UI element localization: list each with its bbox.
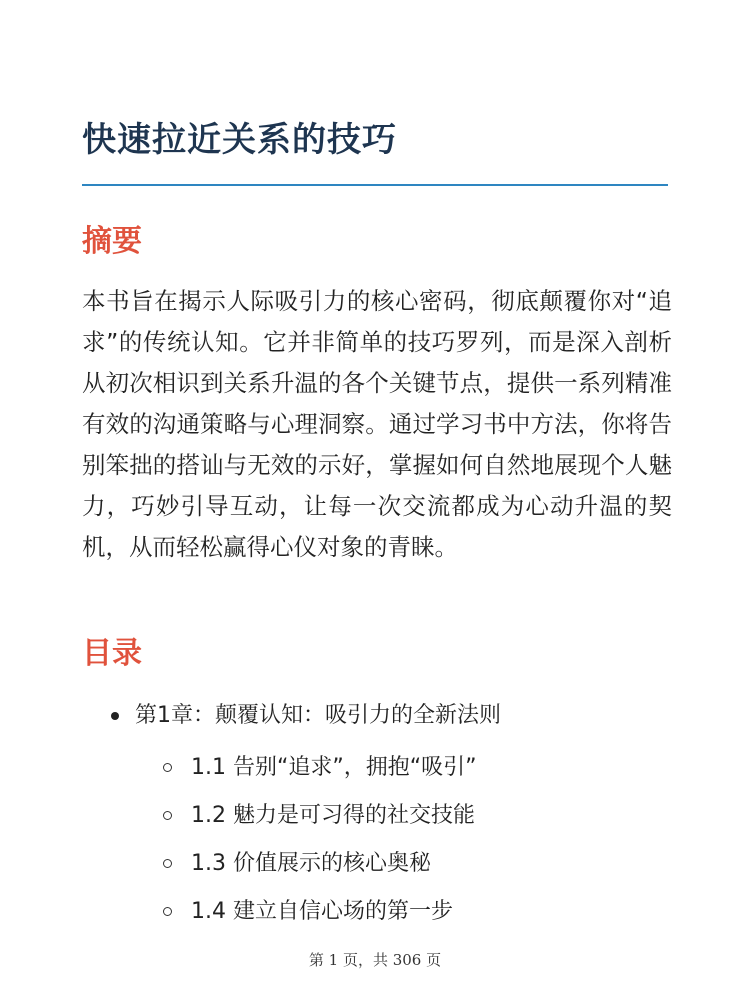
toc-chapter-label: 第1章：颠覆认知：吸引力的全新法则: [135, 703, 501, 728]
table-of-contents: [108, 696, 668, 940]
toc-heading: 目录: [82, 636, 142, 671]
bullet-disc-icon: [111, 712, 119, 720]
toc-chapter-1-sections: [135, 748, 668, 932]
toc-section-1-4: [163, 892, 668, 932]
toc-section-label: 1.1 告别“追求”，拥抱“吸引”: [191, 755, 477, 780]
bullet-circle-icon: [163, 859, 172, 868]
bullet-circle-icon: [163, 907, 172, 916]
bullet-circle-icon: [163, 763, 172, 772]
toc-section-label: 1.3 价值展示的核心奥秘: [191, 851, 431, 876]
bullet-circle-icon: [163, 811, 172, 820]
toc-section-label: 1.4 建立自信心场的第一步: [191, 899, 453, 924]
toc-section-1-1: [163, 748, 668, 788]
abstract-body: 本书旨在揭示人际吸引力的核心密码，彻底颠覆你对“追求”的传统认知。它并非简单的技巧罗列，而是深入剖析从初次相识到关系升温的各个关键节点，提供一系列精准有效的沟通策略与心理洞察。通过学习书中方法，你将告别笨拙的搭讪与无效的示好，掌握如何自然地展现个人魅力，巧妙引导互动，让每一次交流都成为心动升温的契机，从而轻松赢得心仪对象的青睐。: [82, 287, 672, 561]
title-divider: [82, 184, 668, 186]
abstract-heading: 摘要: [82, 224, 142, 259]
toc-chapter-1: [108, 696, 668, 932]
page-number-footer: 第 1 页，共 306 页: [308, 951, 442, 969]
toc-section-1-3: [163, 844, 668, 884]
toc-section-label: 1.2 魅力是可习得的社交技能: [191, 803, 475, 828]
toc-section-1-2: [163, 796, 668, 836]
document-title: 快速拉近关系的技巧: [82, 120, 397, 160]
